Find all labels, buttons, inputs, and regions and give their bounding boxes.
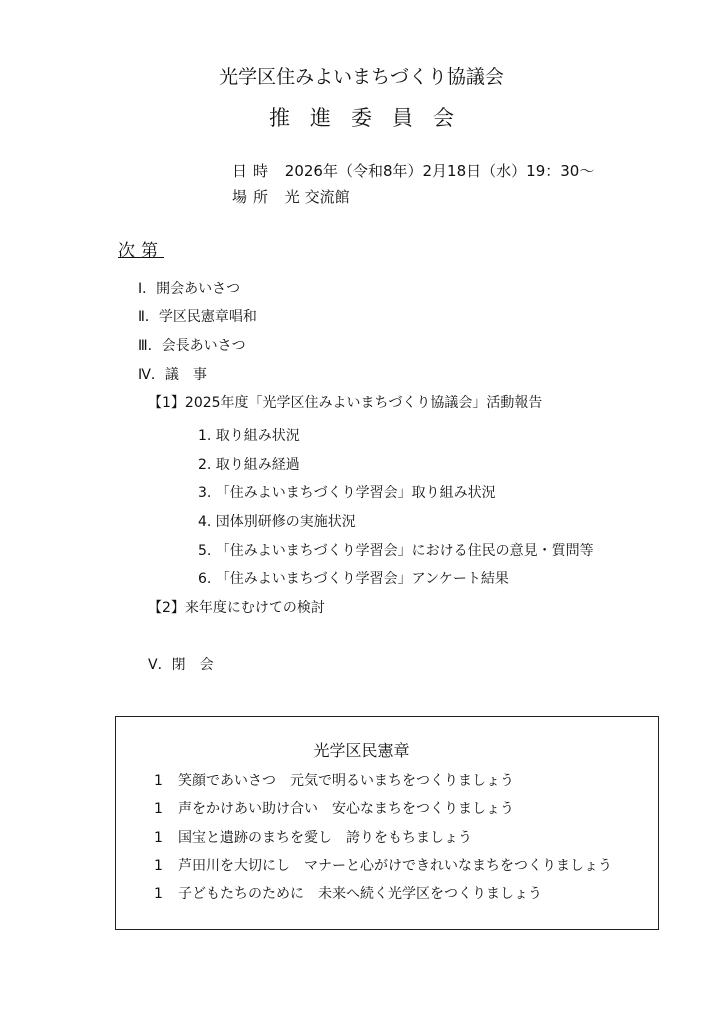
- charter-line: [154, 827, 472, 847]
- charter-line-text: 国宝と遺跡のまちを愛し 誇りをもちましょう: [178, 830, 472, 846]
- charter-line-number: 1: [154, 830, 163, 846]
- agenda-item-charter-recital: Ⅱ．学区民憲章唱和: [138, 309, 257, 325]
- charter-title: 光学区民憲章: [313, 741, 410, 760]
- place-row: [232, 186, 350, 207]
- place-value: 光 交流館: [284, 188, 350, 206]
- date-label: 日時: [232, 162, 275, 180]
- agenda-item-opening: Ⅰ．開会あいさつ: [138, 281, 241, 297]
- meeting-title: 推進委員会: [269, 106, 474, 130]
- agenda-point-3: 3. 「住みよいまちづくり学習会」取り組み状況: [198, 485, 496, 501]
- agenda-point-1: 1. 取り組み状況: [198, 428, 300, 444]
- charter-line-number: 1: [154, 773, 163, 789]
- agenda-item-closing: Ⅴ．閉 会: [148, 657, 214, 673]
- charter-line-text: 笑顔であいさつ 元気で明るいまちをつくりましょう: [178, 773, 514, 789]
- date-value: 2026年（令和8年）2月18日（水）19：30～: [284, 162, 595, 180]
- place-label: 場所: [232, 188, 275, 206]
- charter-line-text: 声をかけあい助け合い 安心なまちをつくりましょう: [178, 801, 514, 817]
- date-row: [232, 160, 594, 181]
- charter-line-number: 1: [154, 801, 163, 817]
- charter-line-number: 1: [154, 886, 163, 902]
- agenda-item-proceedings: Ⅳ．議 事: [138, 367, 207, 383]
- charter-line-number: 1: [154, 858, 163, 874]
- agenda-item-chair-greeting: Ⅲ．会長あいさつ: [138, 338, 246, 354]
- charter-line: [154, 855, 612, 875]
- organization-title: 光学区住みよいまちづくり協議会: [219, 66, 504, 88]
- agenda-heading: 次第: [118, 241, 164, 261]
- agenda-point-2: 2. 取り組み経過: [198, 457, 300, 473]
- charter-line-text: 子どもたちのために 未来へ続く光学区をつくりましょう: [178, 886, 542, 902]
- charter-line: [154, 770, 514, 790]
- charter-line: [154, 798, 514, 818]
- agenda-subitem-2: 【2】来年度にむけての検討: [148, 600, 325, 616]
- agenda-point-4: 4. 団体別研修の実施状況: [198, 514, 356, 530]
- charter-line-text: 芦田川を大切にし マナーと心がけできれいなまちをつくりましょう: [178, 858, 612, 874]
- agenda-point-6: 6. 「住みよいまちづくり学習会」アンケート結果: [198, 571, 509, 587]
- agenda-point-5: 5. 「住みよいまちづくり学習会」における住民の意見・質問等: [198, 543, 594, 559]
- agenda-subitem-1: 【1】2025年度「光学区住みよいまちづくり協議会」活動報告: [148, 395, 543, 411]
- charter-line: [154, 883, 542, 903]
